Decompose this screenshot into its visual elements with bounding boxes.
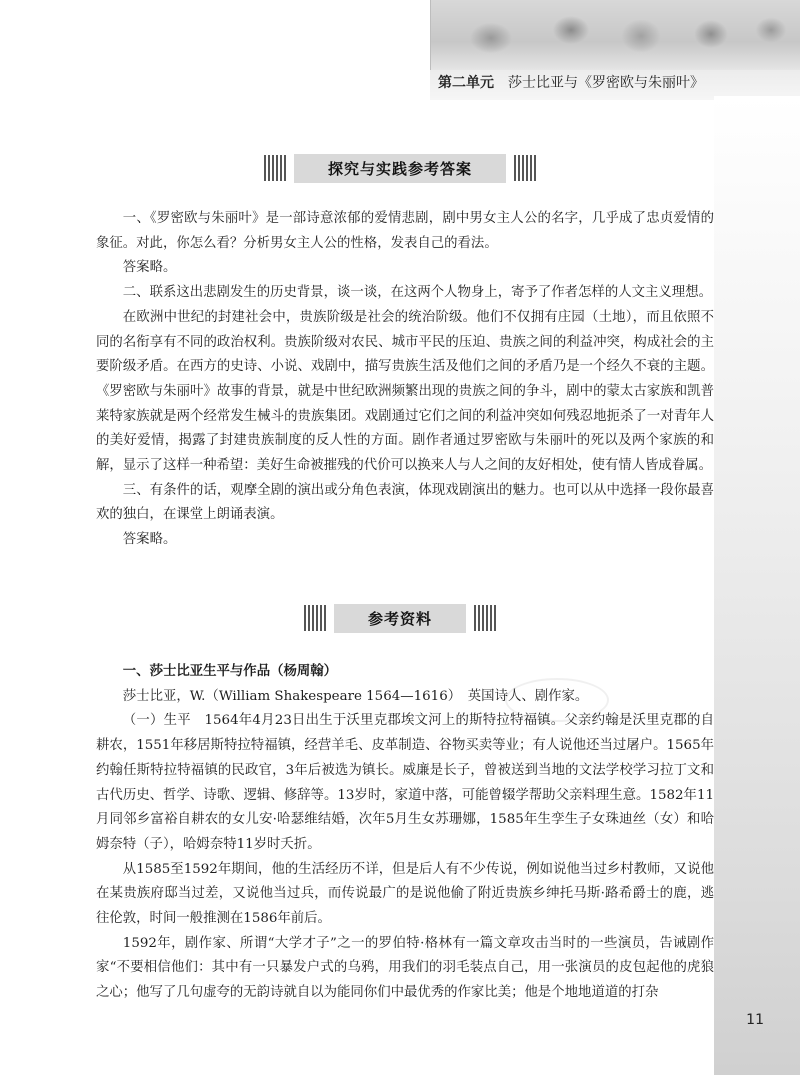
heading-stripes-left [264, 155, 286, 181]
paragraph: 一、《罗密欧与朱丽叶》是一部诗意浓郁的爱情悲剧，剧中男女主人公的名字，几乎成了忠贞爱情的象征。对此，你怎么看？分析男女主人公的性格，发表自己的看法。 [96, 211, 714, 251]
paragraph: 答案略。 [122, 260, 177, 276]
running-header [438, 72, 704, 92]
subheading: 一、莎士比亚生平与作品（杨周翰） [122, 664, 338, 679]
header-decorative-image [430, 0, 800, 70]
paragraph: 在欧洲中世纪的封建社会中，贵族阶级是社会的统治阶级。他们不仅拥有庄园（土地），而且依照不同的名衔享有不同的政治权利。贵族阶级对农民、城市平民的压迫、贵族之间的利益冲突，构成社会的主要阶级矛盾。在西方的史诗、小说、戏剧中，描写贵族生活及他们之间的矛盾乃是一个经久不衰的主题。《罗密欧与朱丽叶》故事的背景，就是中世纪欧洲频繁出现的贵族之间的争斗，剧中的蒙太古家族和凯普莱特家族就是两个经常发生械斗的贵族集团。戏剧通过它们之间的利益冲突如何残忍地扼杀了一对青年人的美好爱情，揭露了封建贵族制度的反人性的方面。剧作者通过罗密欧与朱丽叶的死以及两个家族的和解，显示了这样一种希望：美好生命被摧残的代价可以换来人与人之间的友好相处，使有情人皆成眷属。 [96, 309, 714, 474]
side-margin-band [714, 96, 800, 1075]
paragraph: 二、联系这出悲剧发生的历史背景，谈一谈，在这两个人物身上，寄予了作者怎样的人文主义理想。 [122, 285, 712, 301]
page-number: 11 [746, 1012, 764, 1028]
paragraph: 从1585至1592年期间，他的生活经历不详，但是后人有不少传说，例如说他当过乡村教师，又说他在某贵族府邸当过差，又说他当过兵，而传说最广的是说他偷了附近贵族乡绅托马斯·路希爵士的鹿，逃往伦敦，时间一般推测在1586年前后。 [96, 861, 714, 927]
answers-body [96, 207, 714, 553]
unit-label: 第二单元 [438, 75, 494, 91]
section-heading-answers [0, 152, 800, 184]
paragraph: 答案略。 [122, 532, 177, 548]
paragraph: 1592年，剧作家、所谓“大学才子”之一的罗伯特·格林有一篇文章攻击当时的一些演员，告诫剧作家“不要相信他们：其中有一只暴发户式的乌鸦，用我们的羽毛装点自己，用一张演员的皮包起他的虎狼之心；他写了几句虚夸的无韵诗就自以为能同你们中最优秀的作家比美；他是个地地道道的打杂 [96, 935, 714, 1001]
paragraph: 三、有条件的话，观摩全剧的演出或分角色表演，体现戏剧演出的魅力。也可以从中选择一段你最喜欢的独白，在课堂上朗诵表演。 [96, 482, 714, 523]
unit-title: 莎士比亚与《罗密欧与朱丽叶》 [508, 75, 704, 91]
section-title: 参考资料 [334, 604, 466, 633]
section-heading-references [0, 602, 800, 634]
heading-stripes-left [304, 605, 326, 631]
paragraph: （一）生平 1564年4月23日出生于沃里克郡埃文河上的斯特拉特福镇。父亲约翰是沃里克郡的自耕农，1551年移居斯特拉特福镇，经营羊毛、皮革制造、谷物买卖等业；有人说他还当过屠户。1565年约翰任斯特拉特福镇的民政官，3年后被选为镇长。威廉是长子，曾被送到当地的文法学校学习拉丁文和古代历史、哲学、诗歌、逻辑、修辞等。13岁时，家道中落，可能曾辍学帮助父亲料理生意。1582年11月同邻乡富裕自耕农的女儿安·哈瑟维结婚，次年5月生女苏珊娜，1585年生孪生子女珠迪丝（女）和哈姆奈特（子），哈姆奈特11岁时夭折。 [96, 713, 714, 852]
section-title: 探究与实践参考答案 [294, 154, 506, 183]
references-body [96, 660, 714, 1006]
heading-stripes-right [474, 605, 496, 631]
paragraph: 莎士比亚，W.（William Shakespeare 1564—1616） 英国诗人、剧作家。 [122, 688, 589, 704]
heading-stripes-right [514, 155, 536, 181]
